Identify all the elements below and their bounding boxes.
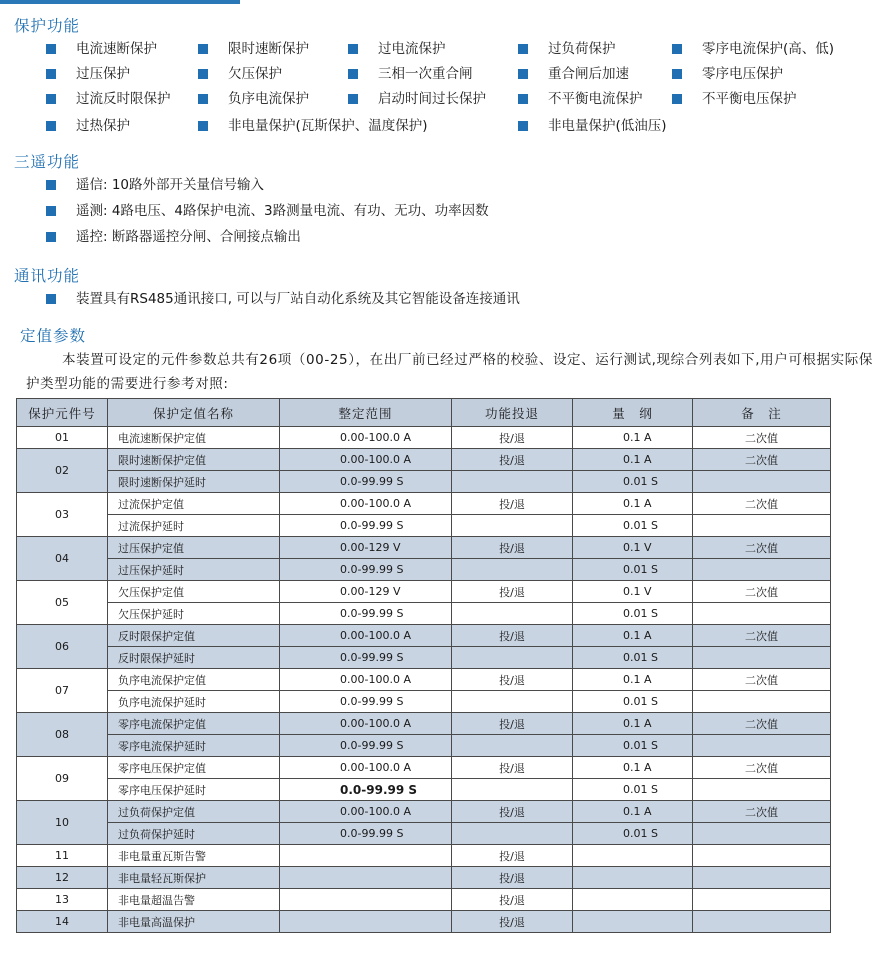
range-cell: 0.00-100.0 A <box>280 625 452 647</box>
unit-cell <box>573 911 693 933</box>
switch-cell: 投/退 <box>452 537 573 559</box>
column-header: 备 注 <box>693 399 831 427</box>
param-name-cell: 过流保护定值 <box>108 493 280 515</box>
section-title-protection: 保护功能 <box>14 17 81 35</box>
note-cell <box>693 867 831 889</box>
range-cell <box>280 889 452 911</box>
bullet-square-icon <box>348 69 358 79</box>
switch-cell <box>452 779 573 801</box>
switch-cell: 投/退 <box>452 801 573 823</box>
feature-item: 过电流保护 <box>348 40 446 58</box>
unit-cell: 0.1 A <box>573 625 693 647</box>
table-row <box>17 625 831 647</box>
range-cell: 0.00-100.0 A <box>280 427 452 449</box>
range-cell: 0.00-129 V <box>280 537 452 559</box>
feature-row <box>46 90 876 115</box>
bullet-square-icon <box>46 69 56 79</box>
range-cell: 0.00-100.0 A <box>280 493 452 515</box>
switch-cell: 投/退 <box>452 713 573 735</box>
note-cell <box>693 735 831 757</box>
unit-cell: 0.1 A <box>573 449 693 471</box>
column-header: 量 纲 <box>573 399 693 427</box>
param-name-cell: 非电量重瓦斯告警 <box>108 845 280 867</box>
switch-cell: 投/退 <box>452 625 573 647</box>
range-cell <box>280 867 452 889</box>
note-cell <box>693 471 831 493</box>
param-name-cell: 过压保护延时 <box>108 559 280 581</box>
element-id-cell: 12 <box>17 867 108 889</box>
feature-item: 不平衡电压保护 <box>672 90 797 108</box>
column-header: 保护定值名称 <box>108 399 280 427</box>
table-row <box>17 669 831 691</box>
table-row <box>17 581 831 603</box>
section-title-comm: 通讯功能 <box>14 267 81 285</box>
element-id-cell: 06 <box>17 625 108 669</box>
table-row <box>17 757 831 779</box>
table-header-row <box>17 399 831 427</box>
range-cell: 0.0-99.99 S <box>280 691 452 713</box>
switch-cell <box>452 691 573 713</box>
list-item: 遥测: 4路电压、4路保护电流、3路测量电流、有功、无功、功率因数 <box>46 202 866 228</box>
unit-cell: 0.1 V <box>573 581 693 603</box>
param-name-cell: 欠压保护定值 <box>108 581 280 603</box>
feature-item: 电流速断保护 <box>46 40 157 58</box>
list-item: 遥信: 10路外部开关量信号输入 <box>46 176 866 202</box>
bullet-square-icon <box>198 121 208 131</box>
table-row <box>17 713 831 735</box>
param-name-cell: 限时速断保护延时 <box>108 471 280 493</box>
params-table-body <box>17 427 831 933</box>
feature-item: 欠压保护 <box>198 65 282 83</box>
range-cell: 0.0-99.99 S <box>280 471 452 493</box>
element-id-cell: 03 <box>17 493 108 537</box>
param-name-cell: 负序电流保护定值 <box>108 669 280 691</box>
feature-item: 非电量保护(瓦斯保护、温度保护) <box>198 117 428 135</box>
note-cell: 二次值 <box>693 801 831 823</box>
unit-cell: 0.01 S <box>573 779 693 801</box>
param-name-cell: 零序电流保护延时 <box>108 735 280 757</box>
switch-cell <box>452 471 573 493</box>
note-cell <box>693 691 831 713</box>
section-title-params: 定值参数 <box>20 327 87 345</box>
table-row <box>17 493 831 515</box>
element-id-cell: 01 <box>17 427 108 449</box>
column-header: 整定范围 <box>280 399 452 427</box>
feature-item: 三相一次重合闸 <box>348 65 473 83</box>
feature-item: 零序电压保护 <box>672 65 783 83</box>
table-row <box>17 867 831 889</box>
bullet-square-icon <box>198 69 208 79</box>
bullet-square-icon <box>348 44 358 54</box>
bullet-square-icon <box>518 44 528 54</box>
note-cell <box>693 559 831 581</box>
switch-cell: 投/退 <box>452 757 573 779</box>
bullet-square-icon <box>672 69 682 79</box>
range-cell: 0.00-100.0 A <box>280 669 452 691</box>
bullet-square-icon <box>46 206 56 216</box>
switch-cell <box>452 647 573 669</box>
note-cell: 二次值 <box>693 713 831 735</box>
param-name-cell: 非电量轻瓦斯保护 <box>108 867 280 889</box>
element-id-cell: 09 <box>17 757 108 801</box>
unit-cell: 0.01 S <box>573 647 693 669</box>
bullet-square-icon <box>46 121 56 131</box>
range-cell: 0.0-99.99 S <box>280 735 452 757</box>
element-id-cell: 14 <box>17 911 108 933</box>
feature-item: 不平衡电流保护 <box>518 90 643 108</box>
bullet-square-icon <box>518 69 528 79</box>
element-id-cell: 10 <box>17 801 108 845</box>
note-cell: 二次值 <box>693 537 831 559</box>
note-cell <box>693 823 831 845</box>
feature-item: 启动时间过长保护 <box>348 90 486 108</box>
note-cell <box>693 889 831 911</box>
unit-cell: 0.1 V <box>573 537 693 559</box>
table-row <box>17 647 831 669</box>
unit-cell: 0.1 A <box>573 427 693 449</box>
feature-item: 零序电流保护(高、低) <box>672 40 834 58</box>
range-cell <box>280 845 452 867</box>
table-row <box>17 427 831 449</box>
bullet-square-icon <box>672 94 682 104</box>
bullet-square-icon <box>518 121 528 131</box>
bullet-square-icon <box>198 44 208 54</box>
unit-cell: 0.01 S <box>573 691 693 713</box>
note-cell <box>693 647 831 669</box>
note-cell: 二次值 <box>693 757 831 779</box>
bullet-square-icon <box>518 94 528 104</box>
feature-item: 限时速断保护 <box>198 40 309 58</box>
param-name-cell: 非电量超温告警 <box>108 889 280 911</box>
range-cell: 0.00-129 V <box>280 581 452 603</box>
note-cell <box>693 911 831 933</box>
param-name-cell: 过流保护延时 <box>108 515 280 537</box>
table-row <box>17 735 831 757</box>
range-cell: 0.0-99.99 S <box>280 647 452 669</box>
feature-item: 过流反时限保护 <box>46 90 171 108</box>
section-title-remote: 三遥功能 <box>14 153 81 171</box>
param-name-cell: 反时限保护延时 <box>108 647 280 669</box>
feature-item: 负序电流保护 <box>198 90 309 108</box>
switch-cell <box>452 603 573 625</box>
param-name-cell: 过压保护定值 <box>108 537 280 559</box>
switch-cell <box>452 823 573 845</box>
unit-cell: 0.01 S <box>573 471 693 493</box>
comm-function-list <box>46 290 866 316</box>
switch-cell <box>452 559 573 581</box>
note-cell <box>693 603 831 625</box>
param-name-cell: 负序电流保护延时 <box>108 691 280 713</box>
switch-cell: 投/退 <box>452 867 573 889</box>
table-row <box>17 691 831 713</box>
range-cell: 0.00-100.0 A <box>280 713 452 735</box>
table-row <box>17 559 831 581</box>
range-cell: 0.00-100.0 A <box>280 757 452 779</box>
param-name-cell: 反时限保护定值 <box>108 625 280 647</box>
range-cell: 0.00-100.0 A <box>280 801 452 823</box>
bullet-square-icon <box>46 232 56 242</box>
note-cell: 二次值 <box>693 625 831 647</box>
param-name-cell: 零序电流保护定值 <box>108 713 280 735</box>
note-cell: 二次值 <box>693 427 831 449</box>
param-name-cell: 电流速断保护定值 <box>108 427 280 449</box>
bullet-square-icon <box>348 94 358 104</box>
table-row <box>17 779 831 801</box>
unit-cell: 0.1 A <box>573 801 693 823</box>
switch-cell: 投/退 <box>452 911 573 933</box>
feature-row <box>46 40 876 65</box>
note-cell: 二次值 <box>693 449 831 471</box>
param-name-cell: 欠压保护延时 <box>108 603 280 625</box>
range-cell <box>280 911 452 933</box>
switch-cell: 投/退 <box>452 427 573 449</box>
unit-cell: 0.1 A <box>573 669 693 691</box>
unit-cell <box>573 889 693 911</box>
note-cell <box>693 845 831 867</box>
unit-cell: 0.1 A <box>573 493 693 515</box>
bullet-square-icon <box>46 180 56 190</box>
note-cell: 二次值 <box>693 669 831 691</box>
switch-cell <box>452 515 573 537</box>
table-row <box>17 515 831 537</box>
feature-item: 过负荷保护 <box>518 40 616 58</box>
param-name-cell: 零序电压保护定值 <box>108 757 280 779</box>
element-id-cell: 04 <box>17 537 108 581</box>
table-row <box>17 603 831 625</box>
params-table <box>16 398 831 933</box>
param-name-cell: 非电量高温保护 <box>108 911 280 933</box>
switch-cell <box>452 735 573 757</box>
table-row <box>17 889 831 911</box>
feature-row <box>46 65 876 90</box>
top-decorative-band <box>0 0 240 4</box>
switch-cell: 投/退 <box>452 493 573 515</box>
range-cell: 0.0-99.99 S <box>280 779 452 801</box>
unit-cell: 0.1 A <box>573 757 693 779</box>
bullet-square-icon <box>46 294 56 304</box>
table-row <box>17 449 831 471</box>
range-cell: 0.00-100.0 A <box>280 449 452 471</box>
feature-item: 非电量保护(低油压) <box>518 117 667 135</box>
element-id-cell: 11 <box>17 845 108 867</box>
element-id-cell: 05 <box>17 581 108 625</box>
param-name-cell: 限时速断保护定值 <box>108 449 280 471</box>
unit-cell: 0.01 S <box>573 735 693 757</box>
note-cell <box>693 515 831 537</box>
feature-row <box>46 117 876 142</box>
note-cell: 二次值 <box>693 493 831 515</box>
list-item: 遥控: 断路器遥控分闸、合闸接点输出 <box>46 228 866 254</box>
protection-feature-grid <box>46 40 876 140</box>
note-cell: 二次值 <box>693 581 831 603</box>
bullet-square-icon <box>46 44 56 54</box>
table-row <box>17 823 831 845</box>
bullet-square-icon <box>672 44 682 54</box>
param-name-cell: 过负荷保护延时 <box>108 823 280 845</box>
range-cell: 0.0-99.99 S <box>280 823 452 845</box>
remote-function-list <box>46 176 866 254</box>
params-intro-paragraph: 本装置可设定的元件参数总共有26项（00-25），在出厂前已经过严格的校验、设定、运行测试,现综合列表如下,用户可根据实际保护类型功能的需要进行参考对照: <box>26 352 873 392</box>
table-row <box>17 845 831 867</box>
feature-item: 过压保护 <box>46 65 130 83</box>
param-name-cell: 零序电压保护延时 <box>108 779 280 801</box>
switch-cell: 投/退 <box>452 845 573 867</box>
table-row <box>17 801 831 823</box>
table-row <box>17 537 831 559</box>
bullet-square-icon <box>46 94 56 104</box>
feature-item: 重合闸后加速 <box>518 65 629 83</box>
switch-cell: 投/退 <box>452 449 573 471</box>
note-cell <box>693 779 831 801</box>
unit-cell: 0.01 S <box>573 515 693 537</box>
element-id-cell: 07 <box>17 669 108 713</box>
column-header: 功能投退 <box>452 399 573 427</box>
range-cell: 0.0-99.99 S <box>280 559 452 581</box>
table-row <box>17 911 831 933</box>
feature-item: 过热保护 <box>46 117 130 135</box>
range-cell: 0.0-99.99 S <box>280 603 452 625</box>
table-row <box>17 471 831 493</box>
unit-cell <box>573 867 693 889</box>
range-cell: 0.0-99.99 S <box>280 515 452 537</box>
element-id-cell: 08 <box>17 713 108 757</box>
unit-cell: 0.01 S <box>573 823 693 845</box>
param-name-cell: 过负荷保护定值 <box>108 801 280 823</box>
element-id-cell: 02 <box>17 449 108 493</box>
bullet-square-icon <box>198 94 208 104</box>
switch-cell: 投/退 <box>452 581 573 603</box>
switch-cell: 投/退 <box>452 669 573 691</box>
switch-cell: 投/退 <box>452 889 573 911</box>
column-header: 保护元件号 <box>17 399 108 427</box>
unit-cell <box>573 845 693 867</box>
unit-cell: 0.01 S <box>573 603 693 625</box>
unit-cell: 0.01 S <box>573 559 693 581</box>
list-item: 装置具有RS485通讯接口, 可以与厂站自动化系统及其它智能设备连接通讯 <box>46 290 866 316</box>
element-id-cell: 13 <box>17 889 108 911</box>
unit-cell: 0.1 A <box>573 713 693 735</box>
